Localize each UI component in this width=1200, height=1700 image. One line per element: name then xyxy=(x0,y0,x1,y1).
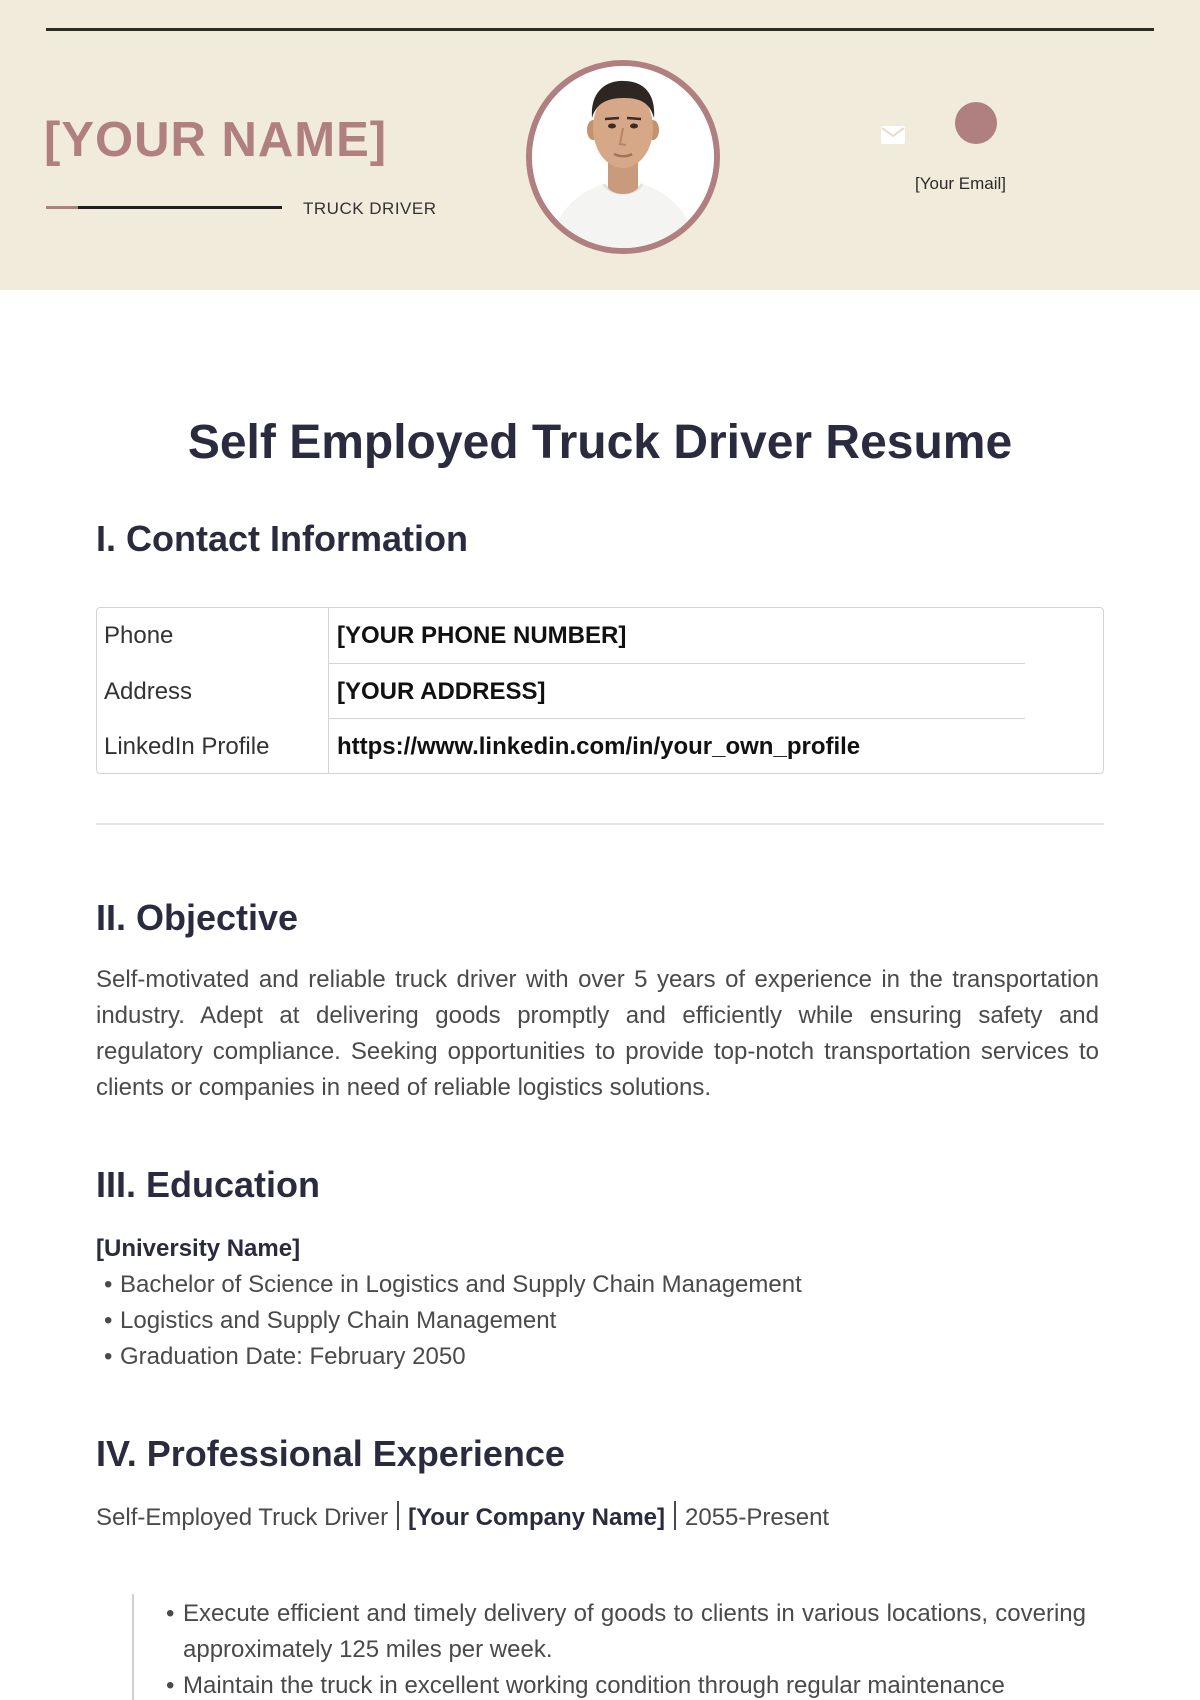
university-name: [University Name] xyxy=(96,1235,301,1262)
name-underline-accent xyxy=(46,206,78,209)
table-row-phone xyxy=(97,608,1105,663)
job-summary-line xyxy=(96,1501,829,1532)
list-item: • Maintain the truck in excellent working condition through regular maintenance xyxy=(166,1668,1086,1700)
accent-circle xyxy=(955,102,997,144)
list-item: • Graduation Date: February 2050 xyxy=(104,1339,802,1375)
separator xyxy=(674,1501,676,1530)
job-position: Self-Employed Truck Driver xyxy=(96,1504,389,1531)
job-company: [Your Company Name] xyxy=(408,1504,665,1531)
header-band xyxy=(0,0,1200,290)
experience-quote-bar xyxy=(132,1594,134,1700)
education-list xyxy=(104,1267,802,1375)
candidate-name: [YOUR NAME] xyxy=(44,113,388,167)
linkedin-label: LinkedIn Profile xyxy=(104,733,270,760)
objective-heading: II. Objective xyxy=(96,897,299,938)
address-value: [YOUR ADDRESS] xyxy=(337,678,546,705)
list-item: • Logistics and Supply Chain Management xyxy=(104,1303,802,1339)
separator xyxy=(397,1501,399,1530)
email-address[interactable]: [Your Email] xyxy=(915,174,1007,193)
name-underline xyxy=(46,206,282,209)
header-top-rule xyxy=(46,28,1154,31)
experience-heading: IV. Professional Experience xyxy=(96,1433,565,1474)
person-portrait-icon xyxy=(532,66,714,248)
table-row-address xyxy=(97,664,1105,719)
address-label: Address xyxy=(104,678,193,705)
section-divider xyxy=(96,823,1104,825)
document-title: Self Employed Truck Driver Resume xyxy=(187,416,1013,469)
job-period: 2055-Present xyxy=(685,1504,830,1531)
list-item: • Bachelor of Science in Logistics and Supply Chain Management xyxy=(104,1267,802,1303)
envelope-icon xyxy=(881,126,905,144)
phone-label: Phone xyxy=(104,622,174,649)
list-item: • Execute efficient and timely delivery of goods to clients in various locations, covering approximately 125 miles per week. xyxy=(166,1596,1086,1668)
contact-heading: I. Contact Information xyxy=(96,518,468,559)
objective-paragraph: Self-motivated and reliable truck driver with over 5 years of experience in the transportation industry. Adept at delivering goods promptly and efficiently while ensuring safety and regulatory compliance. Seeking opportunities to provide top-notch transportation services to clients or companies in need of reliable logistics solutions. xyxy=(96,966,1099,1101)
education-heading: III. Education xyxy=(96,1164,321,1205)
profile-photo xyxy=(526,60,720,254)
contact-table xyxy=(96,607,1104,774)
phone-value: [YOUR PHONE NUMBER] xyxy=(337,622,627,649)
candidate-role: TRUCK DRIVER xyxy=(303,199,437,218)
table-row-linkedin xyxy=(97,719,1105,774)
linkedin-link[interactable]: https://www.linkedin.com/in/your_own_profile xyxy=(337,733,861,760)
experience-list xyxy=(166,1596,1086,1700)
